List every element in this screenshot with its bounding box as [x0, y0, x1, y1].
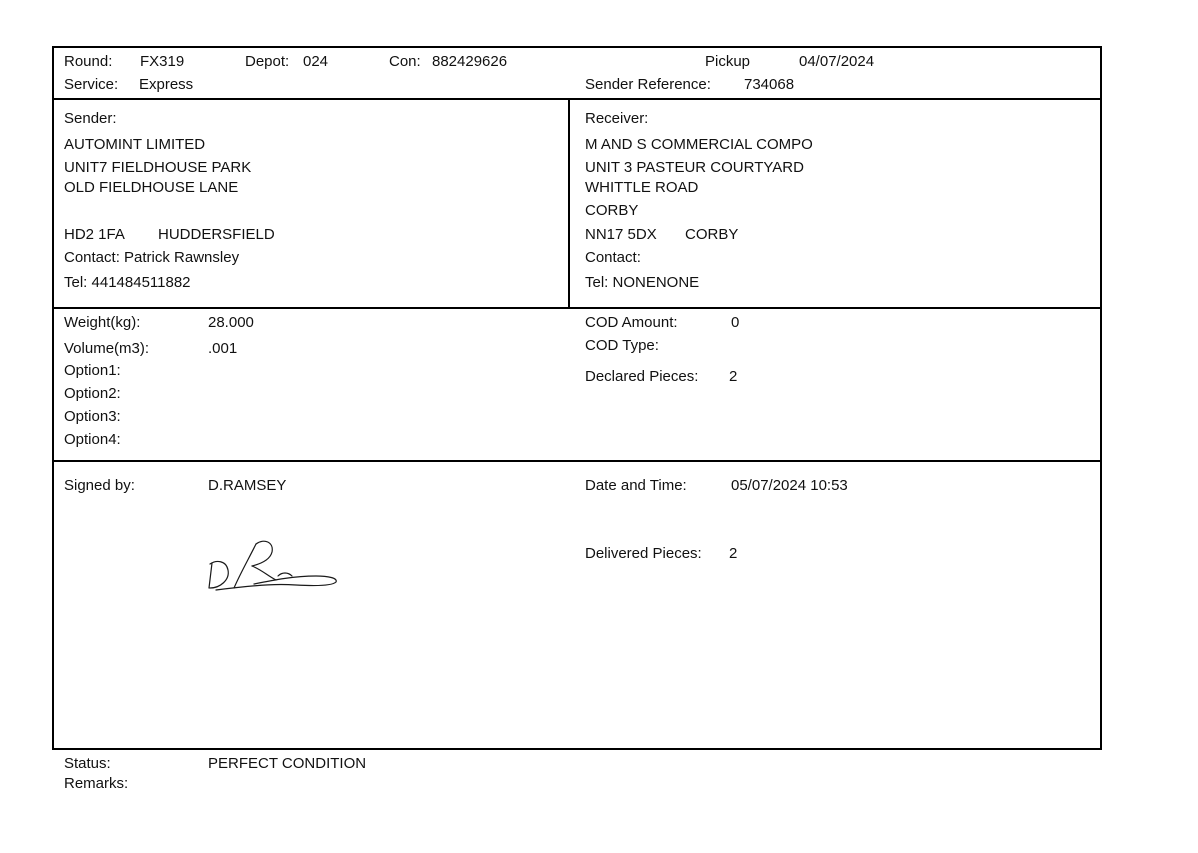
weight-value: 28.000	[208, 314, 254, 331]
receiver-heading: Receiver:	[585, 110, 649, 127]
receiver-name: M AND S COMMERCIAL COMPO	[585, 136, 813, 153]
receiver-contact: Contact:	[585, 249, 641, 266]
pickup-label: Pickup	[705, 53, 751, 70]
header-divider	[52, 98, 1102, 100]
sender-heading: Sender:	[64, 110, 117, 127]
receiver-tel: Tel: NONENONE	[585, 274, 700, 291]
volume-label: Volume(m3):	[64, 340, 150, 357]
address-divider	[52, 307, 1102, 309]
sender-tel: Tel: 441484511882	[64, 274, 191, 291]
receiver-address-line: UNIT 3 PASTEUR COURTYARD	[585, 159, 804, 176]
option2-label: Option2:	[64, 385, 121, 402]
receiver-postcode: NN17 5DX	[585, 226, 657, 243]
round-value: FX319	[140, 53, 185, 70]
date-time-label: Date and Time:	[585, 477, 687, 494]
date-time-value: 05/07/2024 10:53	[731, 477, 848, 494]
weight-label: Weight(kg):	[64, 314, 141, 331]
sender-town: HUDDERSFIELD	[158, 226, 275, 243]
volume-value: .001	[208, 340, 238, 357]
pickup-date: 04/07/2024	[799, 53, 875, 70]
sender-reference-value: 734068	[744, 76, 795, 93]
cod-type-label: COD Type:	[585, 337, 659, 354]
details-divider	[52, 460, 1102, 462]
cod-amount-label: COD Amount:	[585, 314, 678, 331]
service-label: Service:	[64, 76, 119, 93]
signed-by-value: D.RAMSEY	[208, 477, 287, 494]
delivered-pieces-label: Delivered Pieces:	[585, 545, 702, 562]
status-value: PERFECT CONDITION	[208, 755, 367, 772]
sender-address-line: OLD FIELDHOUSE LANE	[64, 179, 239, 196]
sender-contact: Contact: Patrick Rawnsley	[64, 249, 240, 266]
receiver-address-line: WHITTLE ROAD	[585, 179, 699, 196]
sender-address-line: UNIT7 FIELDHOUSE PARK	[64, 159, 252, 176]
cod-amount-value: 0	[731, 314, 740, 331]
pod-form-frame	[52, 46, 1102, 750]
round-label: Round:	[64, 53, 113, 70]
signed-by-label: Signed by:	[64, 477, 135, 494]
address-column-divider	[568, 99, 570, 308]
recipient-signature	[196, 536, 346, 596]
delivered-pieces-value: 2	[729, 545, 738, 562]
declared-pieces-label: Declared Pieces:	[585, 368, 699, 385]
receiver-town: CORBY	[685, 226, 739, 243]
sender-postcode: HD2 1FA	[64, 226, 125, 243]
option3-label: Option3:	[64, 408, 121, 425]
depot-label: Depot:	[245, 53, 290, 70]
remarks-label: Remarks:	[64, 775, 129, 792]
receiver-address-line: CORBY	[585, 202, 639, 219]
con-value: 882429626	[432, 53, 508, 70]
option1-label: Option1:	[64, 362, 121, 379]
sender-reference-label: Sender Reference:	[585, 76, 711, 93]
option4-label: Option4:	[64, 431, 121, 448]
depot-value: 024	[303, 53, 329, 70]
status-label: Status:	[64, 755, 111, 772]
sender-name: AUTOMINT LIMITED	[64, 136, 206, 153]
service-value: Express	[139, 76, 194, 93]
con-label: Con:	[389, 53, 421, 70]
declared-pieces-value: 2	[729, 368, 738, 385]
